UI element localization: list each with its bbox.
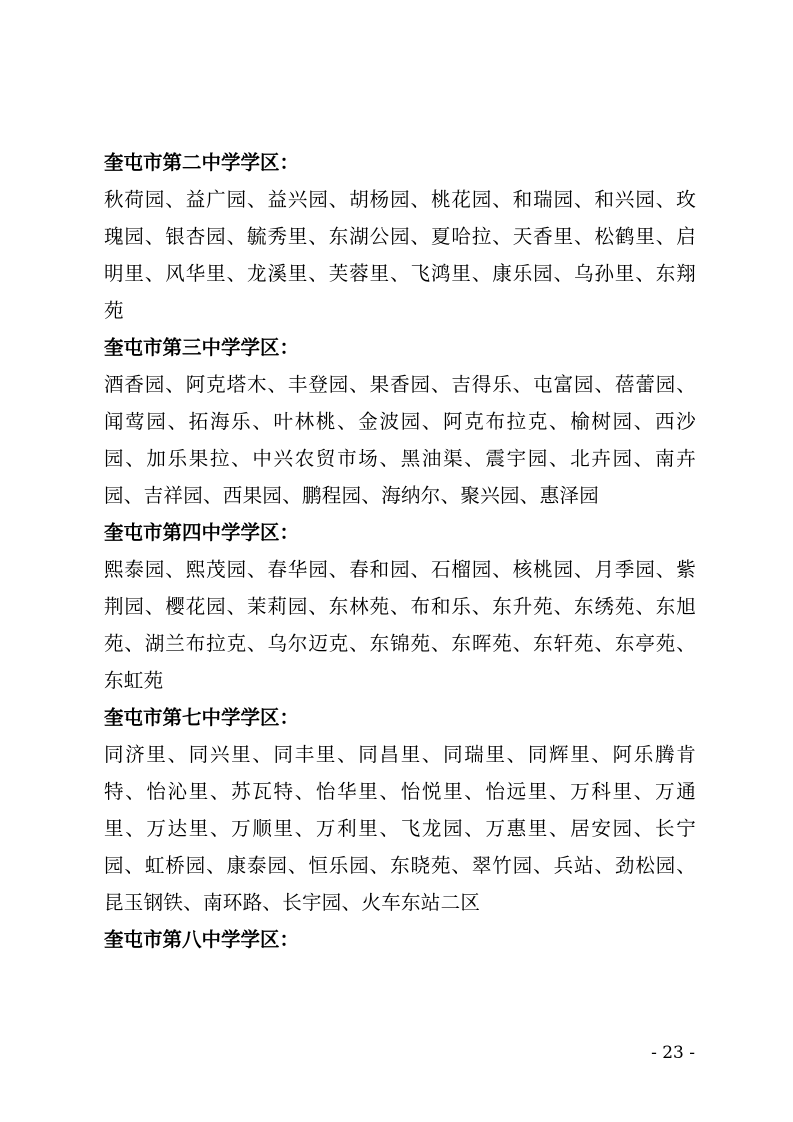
section-heading: 奎屯市第四中学学区：: [104, 521, 300, 544]
section-body: 熙泰园、熙茂园、春华园、春和园、石榴园、核桃园、月季园、紫荆园、樱花园、茉莉园、东林苑、布和乐、东升苑、东绣苑、东旭苑、湖兰布拉克、乌尔迈克、东锦苑、东晖苑、东轩苑、东亭苑、东虹苑: [104, 558, 696, 692]
section-heading: 奎屯市第二中学学区：: [104, 151, 300, 174]
district-section-8: [104, 921, 696, 958]
section-body: 酒香园、阿克塔木、丰登园、果香园、吉得乐、屯富园、蓓蕾园、闻莺园、拓海乐、叶林桃、金波园、阿克布拉克、榆树园、西沙园、加乐果拉、中兴农贸市场、黑油渠、震宇园、北卉园、南卉园、吉祥园、西果园、鹏程园、海纳尔、聚兴园、惠泽园: [104, 373, 696, 507]
district-section-2: [104, 144, 696, 329]
section-body: 同济里、同兴里、同丰里、同昌里、同瑞里、同辉里、阿乐腾肯特、怡沁里、苏瓦特、怡华里、怡悦里、怡远里、万科里、万通里、万达里、万顺里、万利里、飞龙园、万惠里、居安园、长宁园、虹桥园、康泰园、恒乐园、东晓苑、翠竹园、兵站、劲松园、昆玉钢铁、南环路、长宇园、火车东站二区: [104, 743, 696, 914]
section-body: 秋荷园、益广园、益兴园、胡杨园、桃花园、和瑞园、和兴园、玫瑰园、银杏园、毓秀里、东湖公园、夏哈拉、天香里、松鹤里、启明里、风华里、龙溪里、芙蓉里、飞鸿里、康乐园、乌孙里、东翔苑: [104, 188, 696, 322]
page-number: - 23 -: [651, 1043, 695, 1063]
district-section-7: [104, 699, 696, 921]
district-section-3: [104, 329, 696, 514]
section-heading: 奎屯市第三中学学区：: [104, 336, 300, 359]
section-heading: 奎屯市第八中学学区：: [104, 928, 300, 951]
section-heading: 奎屯市第七中学学区：: [104, 706, 300, 729]
document-content: [104, 144, 696, 958]
district-section-4: [104, 514, 696, 699]
